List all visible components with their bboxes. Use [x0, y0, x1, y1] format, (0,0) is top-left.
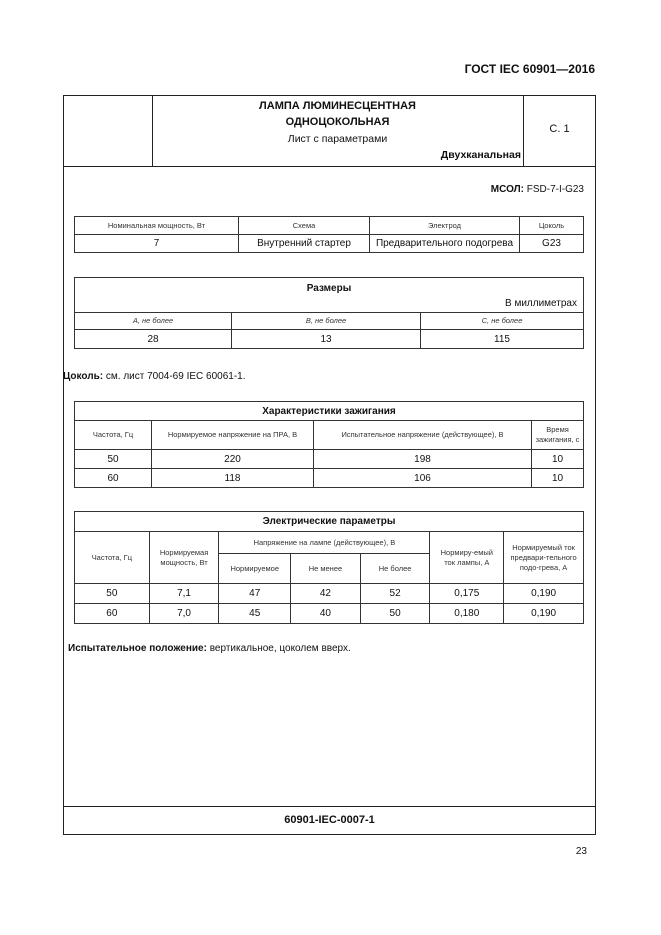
- standard-number: ГОСТ IEC 60901—2016: [464, 62, 595, 76]
- lamp-main-table: [74, 216, 584, 253]
- header-title-line2: ОДНОЦОКОЛЬНАЯ: [285, 116, 390, 128]
- lamp-type: Двухканальная: [440, 149, 521, 161]
- th-ign-time: Время зажигания, с: [532, 421, 584, 450]
- th-electrode: Электрод: [370, 217, 520, 235]
- td-dim-a: 28: [75, 330, 232, 349]
- th-ign-test: Испытательное напряжение (действующее), В: [314, 421, 532, 450]
- td-ign-time: 10: [532, 469, 584, 488]
- electrical-title: Электрические параметры: [75, 512, 584, 532]
- dimensions-unit: В миллиметрах: [505, 298, 577, 309]
- ignition-table: [74, 401, 584, 488]
- footer-divider: [63, 806, 596, 807]
- td-electrode: Предварительного подогрева: [370, 235, 520, 253]
- th-dim-b: B, не более: [232, 313, 421, 330]
- header-subtitle: Лист с параметрами: [287, 133, 388, 145]
- td-el-nominal: 45: [219, 604, 291, 624]
- td-el-min: 42: [291, 584, 361, 604]
- th-cap: Цоколь: [520, 217, 584, 235]
- td-ign-ballast: 118: [152, 469, 314, 488]
- th-el-current: Нормиру-емый ток лампы, А: [430, 532, 504, 584]
- mcol-line: [491, 184, 584, 195]
- td-cap: G23: [520, 235, 584, 253]
- dimensions-title: Размеры: [306, 283, 352, 294]
- td-ign-test: 198: [314, 450, 532, 469]
- td-ign-time: 10: [532, 450, 584, 469]
- td-scheme: Внутренний стартер: [239, 235, 370, 253]
- test-position-note: [68, 643, 351, 654]
- mcol-label: МСОЛ:: [490, 184, 524, 195]
- td-el-max: 50: [360, 604, 430, 624]
- th-el-min: Не менее: [291, 554, 361, 584]
- th-el-max: Не более: [360, 554, 430, 584]
- ignition-title: Характеристики зажигания: [75, 402, 584, 421]
- td-power: 7: [75, 235, 239, 253]
- td-el-freq: 60: [75, 604, 150, 624]
- header-divider: [63, 166, 596, 167]
- th-el-power: Нормируемая мощность, Вт: [149, 532, 219, 584]
- td-el-power: 7,0: [149, 604, 219, 624]
- td-ign-freq: 60: [75, 469, 152, 488]
- th-dim-a: A, не более: [75, 313, 232, 330]
- td-el-nominal: 47: [219, 584, 291, 604]
- td-el-preheat: 0,190: [504, 584, 584, 604]
- page-number: 23: [575, 846, 587, 857]
- th-power: Номинальная мощность, Вт: [75, 217, 239, 235]
- th-el-preheat: Нормируемый ток предвари-тельного подо-грева, А: [504, 532, 584, 584]
- dimensions-table: [74, 277, 584, 349]
- td-dim-b: 13: [232, 330, 421, 349]
- sheet-number: С. 1: [549, 123, 570, 135]
- td-ign-ballast: 220: [152, 450, 314, 469]
- td-el-max: 52: [360, 584, 430, 604]
- th-el-freq: Частота, Гц: [75, 532, 150, 584]
- th-el-nominal: Нормируемое: [219, 554, 291, 584]
- th-ign-ballast: Нормируемое напряжение на ПРА, В: [152, 421, 314, 450]
- td-el-min: 40: [291, 604, 361, 624]
- td-el-current: 0,175: [430, 584, 504, 604]
- td-ign-test: 106: [314, 469, 532, 488]
- th-scheme: Схема: [239, 217, 370, 235]
- electrical-table: [74, 511, 584, 624]
- td-el-current: 0,180: [430, 604, 504, 624]
- footer-code: 60901-IEC-0007-1: [284, 814, 375, 826]
- test-position-text: вертикальное, цоколем вверх.: [209, 643, 351, 654]
- cap-note-label: Цоколь:: [63, 371, 104, 382]
- test-position-label: Испытательное положение:: [68, 643, 207, 654]
- td-el-preheat: 0,190: [504, 604, 584, 624]
- td-el-freq: 50: [75, 584, 150, 604]
- cap-note: [63, 371, 246, 382]
- th-ign-freq: Частота, Гц: [75, 421, 152, 450]
- td-dim-c: 115: [421, 330, 584, 349]
- dimensions-title-cell: [75, 278, 584, 313]
- td-el-power: 7,1: [149, 584, 219, 604]
- mcol-value: FSD-7-I-G23: [526, 184, 584, 195]
- th-el-voltage: Напряжение на лампе (действующее), В: [219, 532, 430, 554]
- td-ign-freq: 50: [75, 450, 152, 469]
- header-title-line1: ЛАМПА ЛЮМИНЕСЦЕНТНАЯ: [259, 100, 416, 112]
- th-dim-c: C, не более: [421, 313, 584, 330]
- cap-note-text: см. лист 7004-69 IEC 60061-1.: [105, 371, 246, 382]
